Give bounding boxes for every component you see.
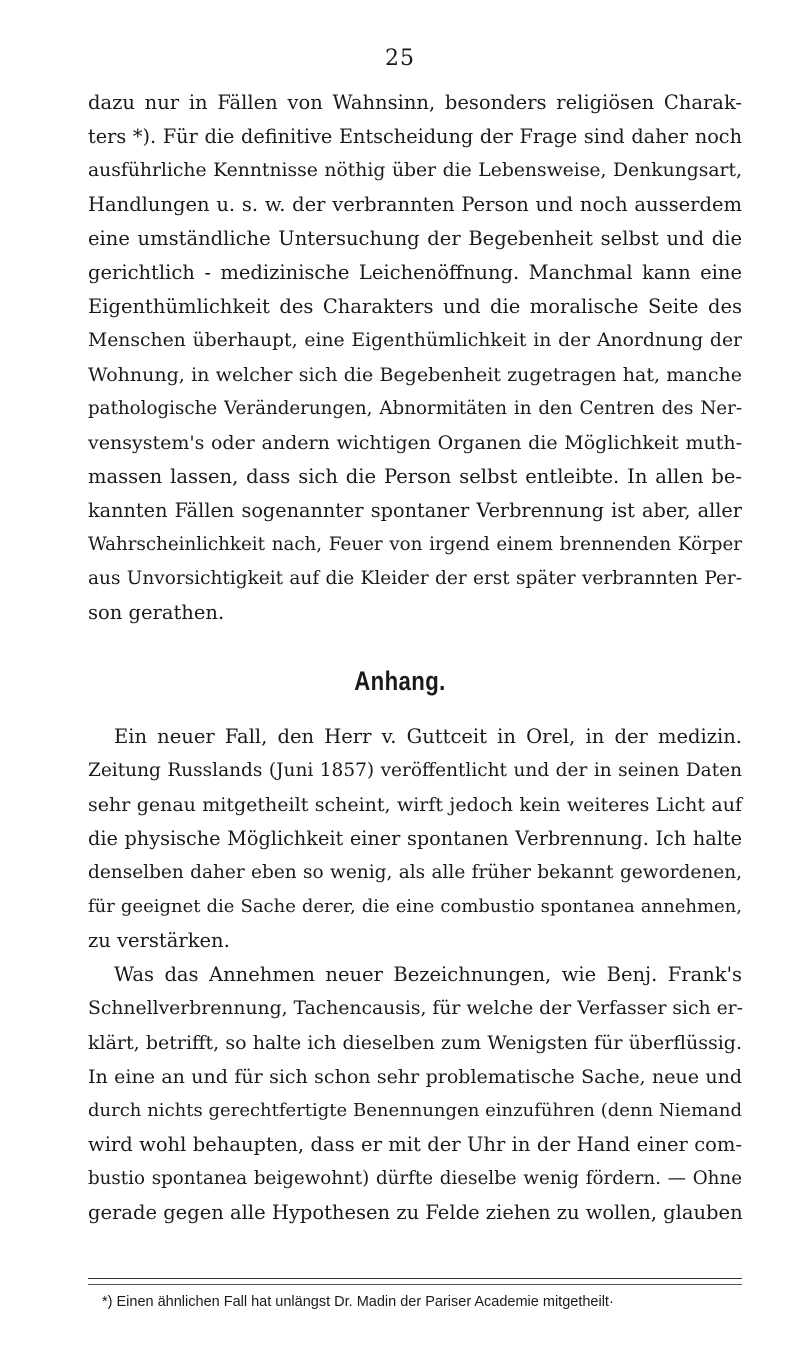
appendix-paragraph-1	[88, 720, 742, 958]
text-line: Wahrscheinlichkeit nach, Feuer von irgend einem brennenden Körper	[88, 534, 742, 555]
text-line: Eigenthümlichkeit des Charakters und die moralische Seite des	[88, 295, 742, 318]
footnote-rule	[88, 1284, 742, 1285]
text-line: massen lassen, dass sich die Person selbst entleibte. In allen be-	[88, 465, 742, 488]
text-line: Schnellverbrennung, Tachencausis, für welche der Verfasser sich er-	[88, 998, 743, 1019]
text-line: aus Unvorsichtigkeit auf die Kleider der erst später verbrannten Per-	[88, 568, 742, 589]
text-line: ausführliche Kenntnisse nöthig über die Lebensweise, Denkungsart,	[88, 160, 742, 181]
text-line: kannten Fällen sogenannter spontaner Verbrennung ist aber, aller	[88, 499, 742, 522]
text-line: die physische Möglichkeit einer spontanen Verbrennung. Ich halte	[88, 827, 742, 850]
text-line: Wohnung, in welcher sich die Begebenheit zugetragen hat, manche	[88, 364, 742, 386]
text-line: Menschen überhaupt, eine Eigenthümlichkeit in der Anordnung der	[88, 330, 742, 351]
text-line: Ein neuer Fall, den Herr v. Guttceit in Orel, in der medizin.	[114, 725, 742, 748]
text-line: denselben daher eben so wenig, als alle früher bekannt gewordenen,	[88, 862, 742, 883]
text-line: eine umständliche Untersuchung der Begebenheit selbst und die	[88, 227, 742, 250]
text-line: gerichtlich - medizinische Leichenöffnung. Manchmal kann eine	[88, 261, 742, 284]
text-line: ters *). Für die definitive Entscheidung der Frage sind daher noch	[88, 125, 742, 148]
appendix-paragraph-2	[88, 958, 742, 1230]
text-line: Handlungen u. s. w. der verbrannten Person und noch ausserdem	[88, 193, 742, 216]
text-line: Was das Annehmen neuer Bezeichnungen, wie Benj. Frank's	[114, 963, 742, 986]
text-line: dazu nur in Fällen von Wahnsinn, besonders religiösen Charak-	[88, 91, 742, 114]
text-line: bustio spontanea beigewohnt) dürfte dieselbe wenig fördern. — Ohne	[88, 1168, 742, 1189]
footnote: *) Einen ähnlichen Fall hat unlängst Dr. Madin der Pariser Academie mitgetheilt·	[102, 1294, 614, 1310]
text-line: In eine an und für sich schon sehr problematische Sache, neue und	[88, 1066, 742, 1088]
text-line: Zeitung Russlands (Juni 1857) veröffentlicht und der in seinen Daten	[88, 760, 742, 781]
text-line: gerade gegen alle Hypothesen zu Felde ziehen zu wollen, glauben	[88, 1201, 743, 1224]
text-line: klärt, betrifft, so halte ich dieselben zum Wenigsten für überflüssig.	[88, 1032, 742, 1054]
text-line: durch nichts gerechtfertigte Benennungen einzuführen (denn Niemand	[88, 1100, 742, 1121]
text-line: wird wohl behaupten, dass er mit der Uhr in der Hand einer com-	[88, 1133, 742, 1156]
text-line: zu verstärken.	[88, 929, 230, 952]
main-paragraph	[88, 86, 742, 630]
text-line: sehr genau mitgetheilt scheint, wirft jedoch kein weiteres Licht auf	[88, 794, 742, 816]
text-line: son gerathen.	[88, 601, 225, 624]
text-line: für geeignet die Sache derer, die eine combustio spontanea annehmen,	[88, 896, 742, 917]
appendix-heading: Anhang.	[354, 666, 446, 696]
text-line: vensystem's oder andern wichtigen Organen die Möglichkeit muth-	[88, 432, 742, 454]
footnote-rule	[88, 1278, 742, 1279]
text-line: pathologische Veränderungen, Abnormitäten in den Centren des Ner-	[88, 398, 742, 419]
page-number: 25	[385, 46, 415, 71]
